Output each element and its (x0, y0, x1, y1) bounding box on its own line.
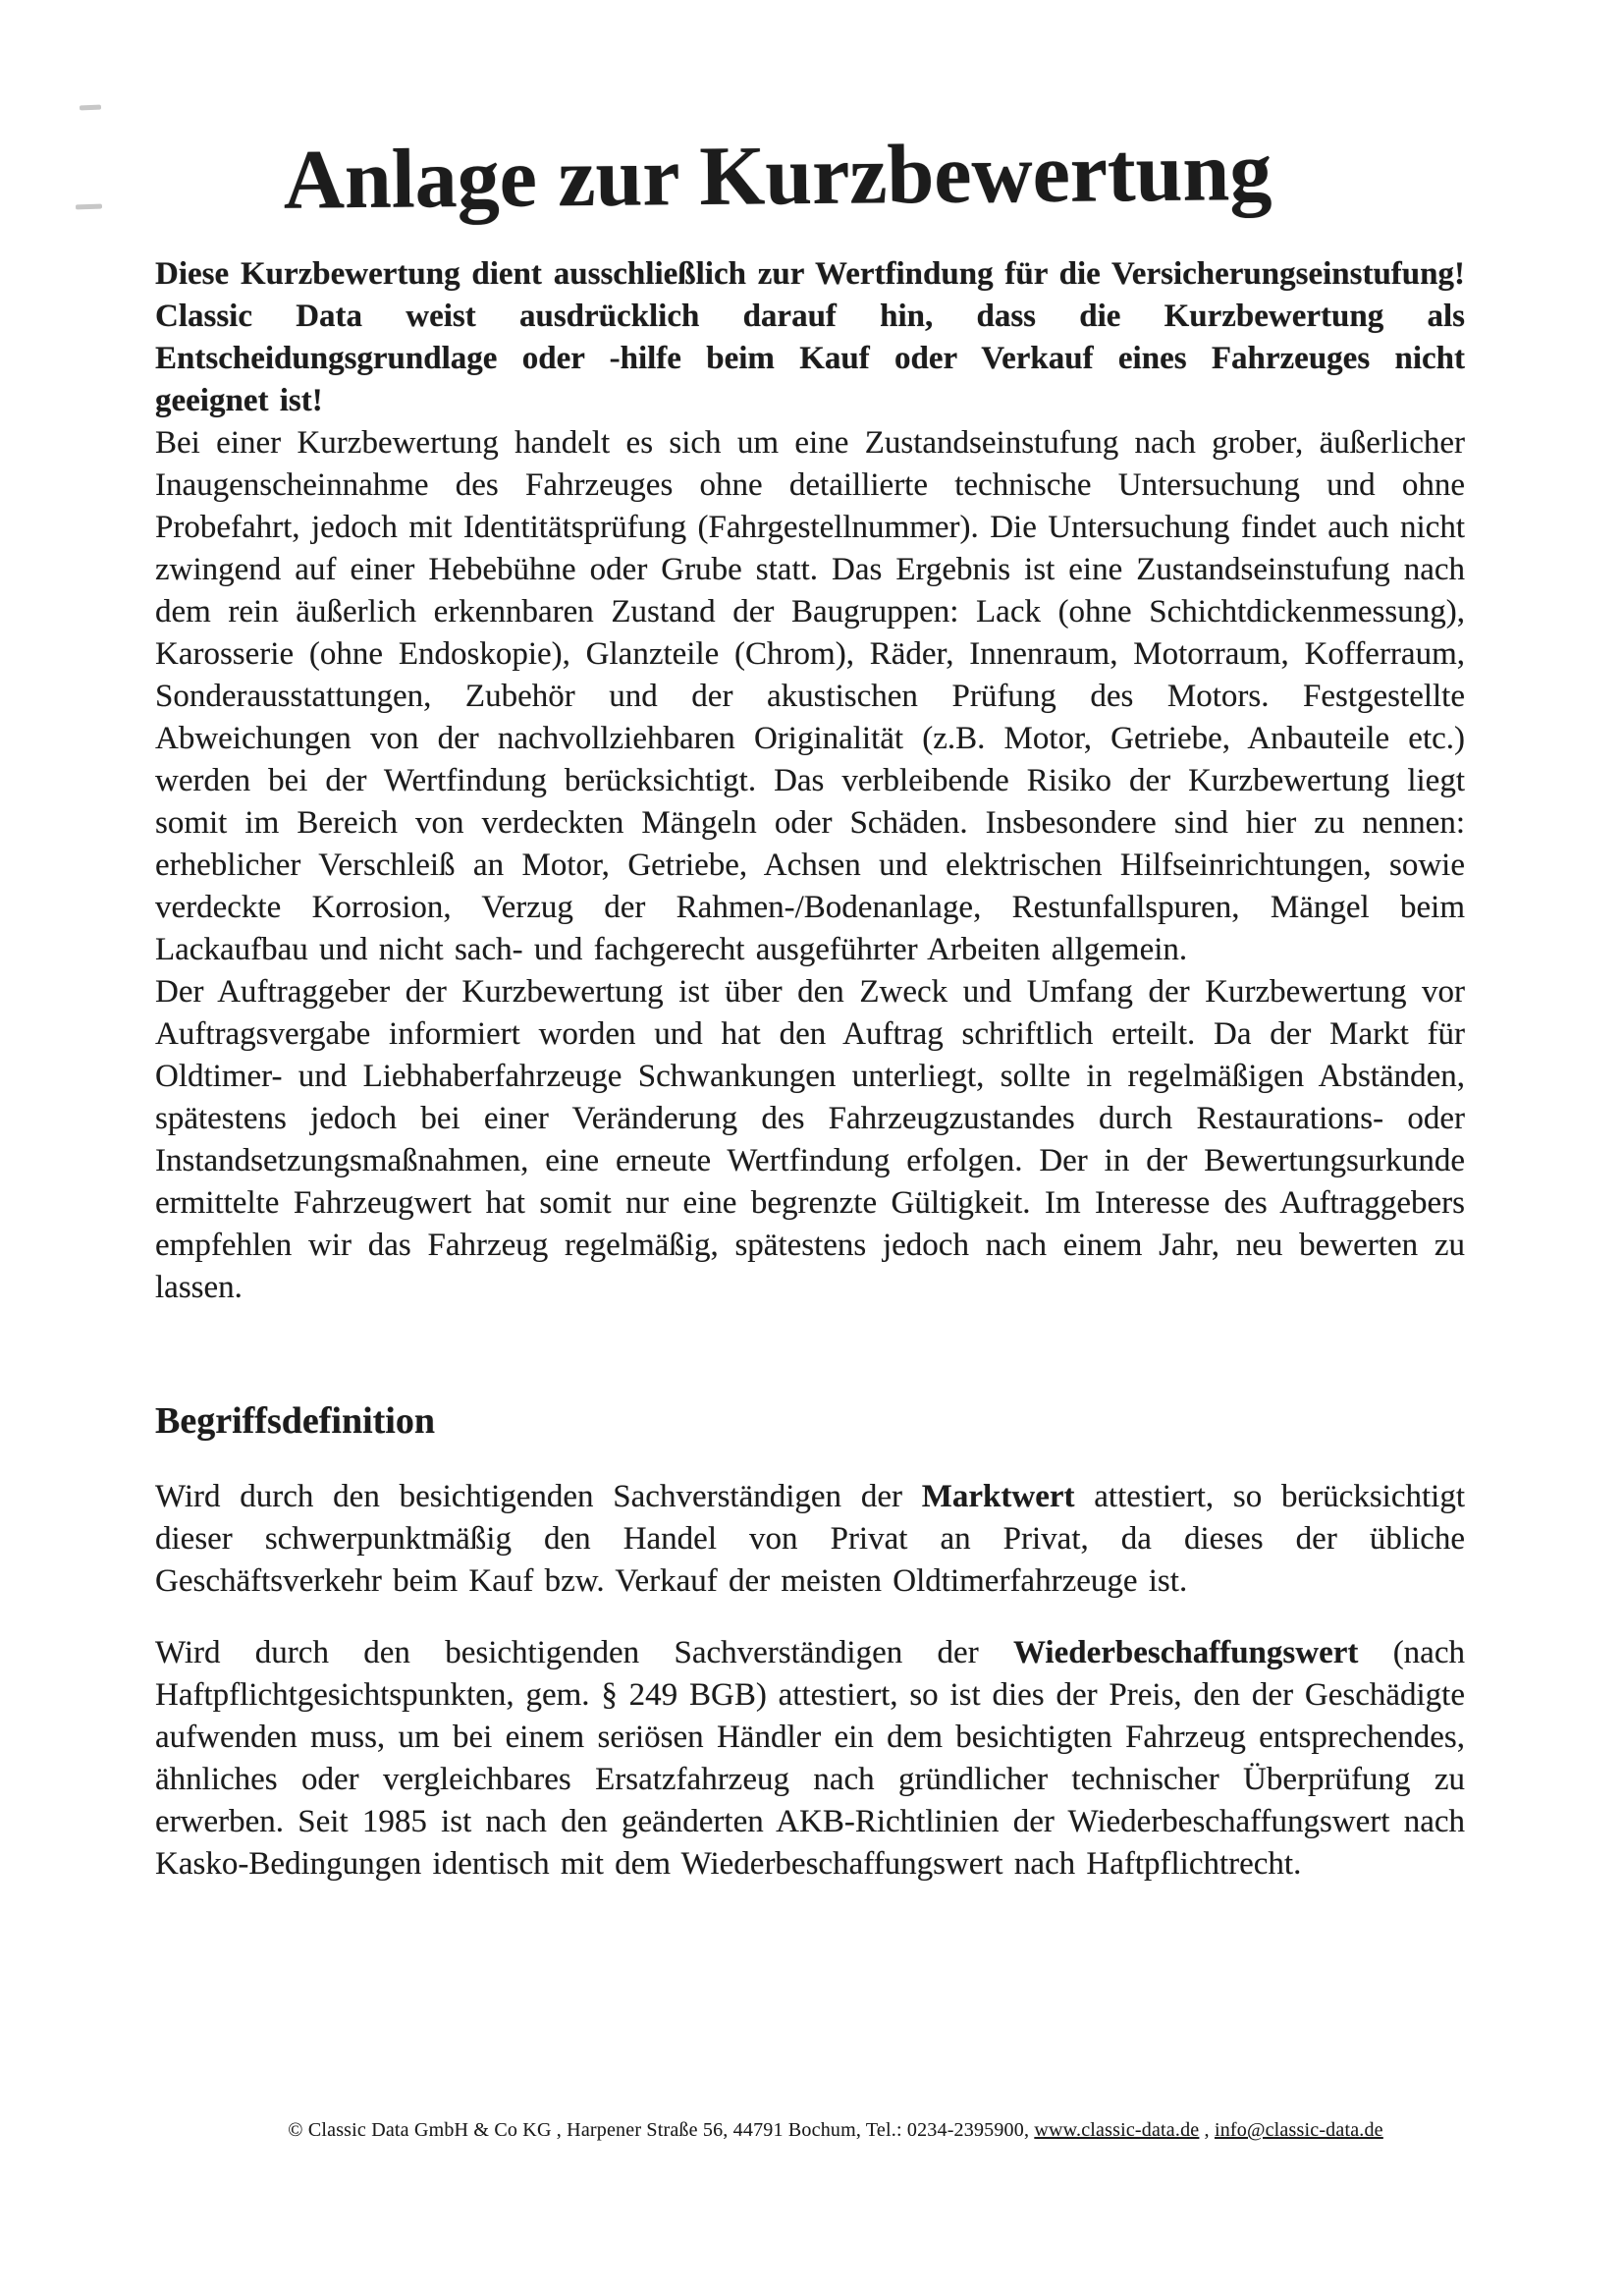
marktwert-post-text: attestiert, so berücksichtigt dieser schwerpunktmäßig den Handel von Privat an Privat, da dieses der übliche Geschäftsverkehr beim Kauf bzw. Verkauf der meisten Oldtimerfahrzeuge ist. (155, 1479, 1465, 1599)
wiederbeschaffungswert-pre-text: Wird durch den besichtigenden Sachverständigen der (155, 1635, 1014, 1670)
wiederbeschaffungswert-post-text: (nach Haftpflichtgesichtspunkten, gem. § 249 BGB) attestiert, so ist dies der Preis, den der Geschädigte aufwenden muss, um bei einem seriösen Händler ein dem besichtigten Fahrzeug entsprechendes, ähnliches oder vergleichbares Ersatzfahrzeug nach gründlicher technischer Überprüfung zu erwerben. Seit 1985 ist nach den geänderten AKB-Richtlinien der Wiederbeschaffungswert nach Kasko-Bedingungen identisch mit dem Wiederbeschaffungswert nach Haftpflichtrecht. (155, 1635, 1465, 1882)
kurzbewertung-description-paragraph: Bei einer Kurzbewertung handelt es sich um eine Zustandseinstufung nach grober, äußerlicher Inaugenscheinnahme des Fahrzeuges ohne detaillierte technische Untersuchung und ohne Probefahrt, jedoch mit Identitätsprüfung (Fahrgestellnummer). Die Untersuchung findet auch nicht zwingend auf einer Hebebühne oder Grube statt. Das Ergebnis ist eine Zustandseinstufung nach dem rein äußerlich erkennbaren Zustand der Baugruppen: Lack (ohne Schichtdickenmessung), Karosserie (ohne Endoskopie), Glanzteile (Chrom), Räder, Innenraum, Motorraum, Kofferraum, Sonderausstattungen, Zubehör und der akustischen Prüfung des Motors. Festgestellte Abweichungen von der nachvollziehbaren Originalität (z.B. Motor, Getriebe, Anbauteile etc.) werden bei der Wertfindung berücksichtigt. Das verbleibende Risiko der Kurzbewertung liegt somit im Bereich von verdeckten Mängeln oder Schäden. Insbesondere sind hier zu nennen: erheblicher Verschleiß an Motor, Getriebe, Achsen und elektrischen Hilfseinrichtungen, sowie verdeckte Korrosion, Verzug der Rahmen-/Bodenanlage, Restunfallspuren, Mängel beim Lackaufbau und nicht sach- und fachgerecht ausgeführter Arbeiten allgemein. (155, 425, 1465, 967)
marktwert-definition-paragraph (155, 1476, 1465, 1603)
page-title: Anlage zur Kurzbewertung (283, 123, 1272, 227)
footer-email-link[interactable]: info@classic-data.de (1214, 2119, 1383, 2141)
footer-company-address-text: © Classic Data GmbH & Co KG , Harpener Straße 56, 44791 Bochum, Tel.: 0234-2395900, (288, 2119, 1035, 2141)
text-column (155, 253, 1465, 1886)
scan-artifact-dash (80, 105, 101, 111)
definitions-section-heading: Begriffsdefinition (155, 1400, 435, 1442)
marktwert-pre-text: Wird durch den besichtigenden Sachverständigen der (155, 1479, 922, 1514)
footer-website-link[interactable]: www.classic-data.de (1034, 2119, 1200, 2141)
footer-separator: , (1199, 2119, 1215, 2141)
term-marktwert: Marktwert (921, 1479, 1075, 1514)
term-wiederbeschaffungswert: Wiederbeschaffungswert (1013, 1635, 1359, 1670)
auftraggeber-validity-paragraph: Der Auftraggeber der Kurzbewertung ist über den Zweck und Umfang der Kurzbewertung vor Auftragsvergabe informiert worden und hat den Auftrag schriftlich erteilt. Da der Markt für Oldtimer- und Liebhaberfahrzeuge Schwankungen unterliegt, sollte in regelmäßigen Abständen, spätestens jedoch bei einer Veränderung des Fahrzeugzustandes durch Restaurations- oder Instandsetzungsmaßnahmen, eine erneute Wertfindung erfolgen. Der in der Bewertungsurkunde ermittelte Fahrzeugwert hat somit nur eine begrenzte Gültigkeit. Im Interesse des Auftraggebers empfehlen wir das Fahrzeug regelmäßig, spätestens jedoch nach einem Jahr, neu bewerten zu lassen. (155, 974, 1465, 1305)
intro-disclaimer-paragraph: Diese Kurzbewertung dient ausschließlich zur Wertfindung für die Versicherungseinstufung! Classic Data weist ausdrücklich darauf hin, dass die Kurzbewertung als Entscheidungsgrundlage oder -hilfe beim Kauf oder Verkauf eines Fahrzeuges nicht geeignet ist! (155, 256, 1465, 418)
footer (0, 2119, 1624, 2142)
wiederbeschaffungswert-definition-paragraph (155, 1632, 1465, 1886)
